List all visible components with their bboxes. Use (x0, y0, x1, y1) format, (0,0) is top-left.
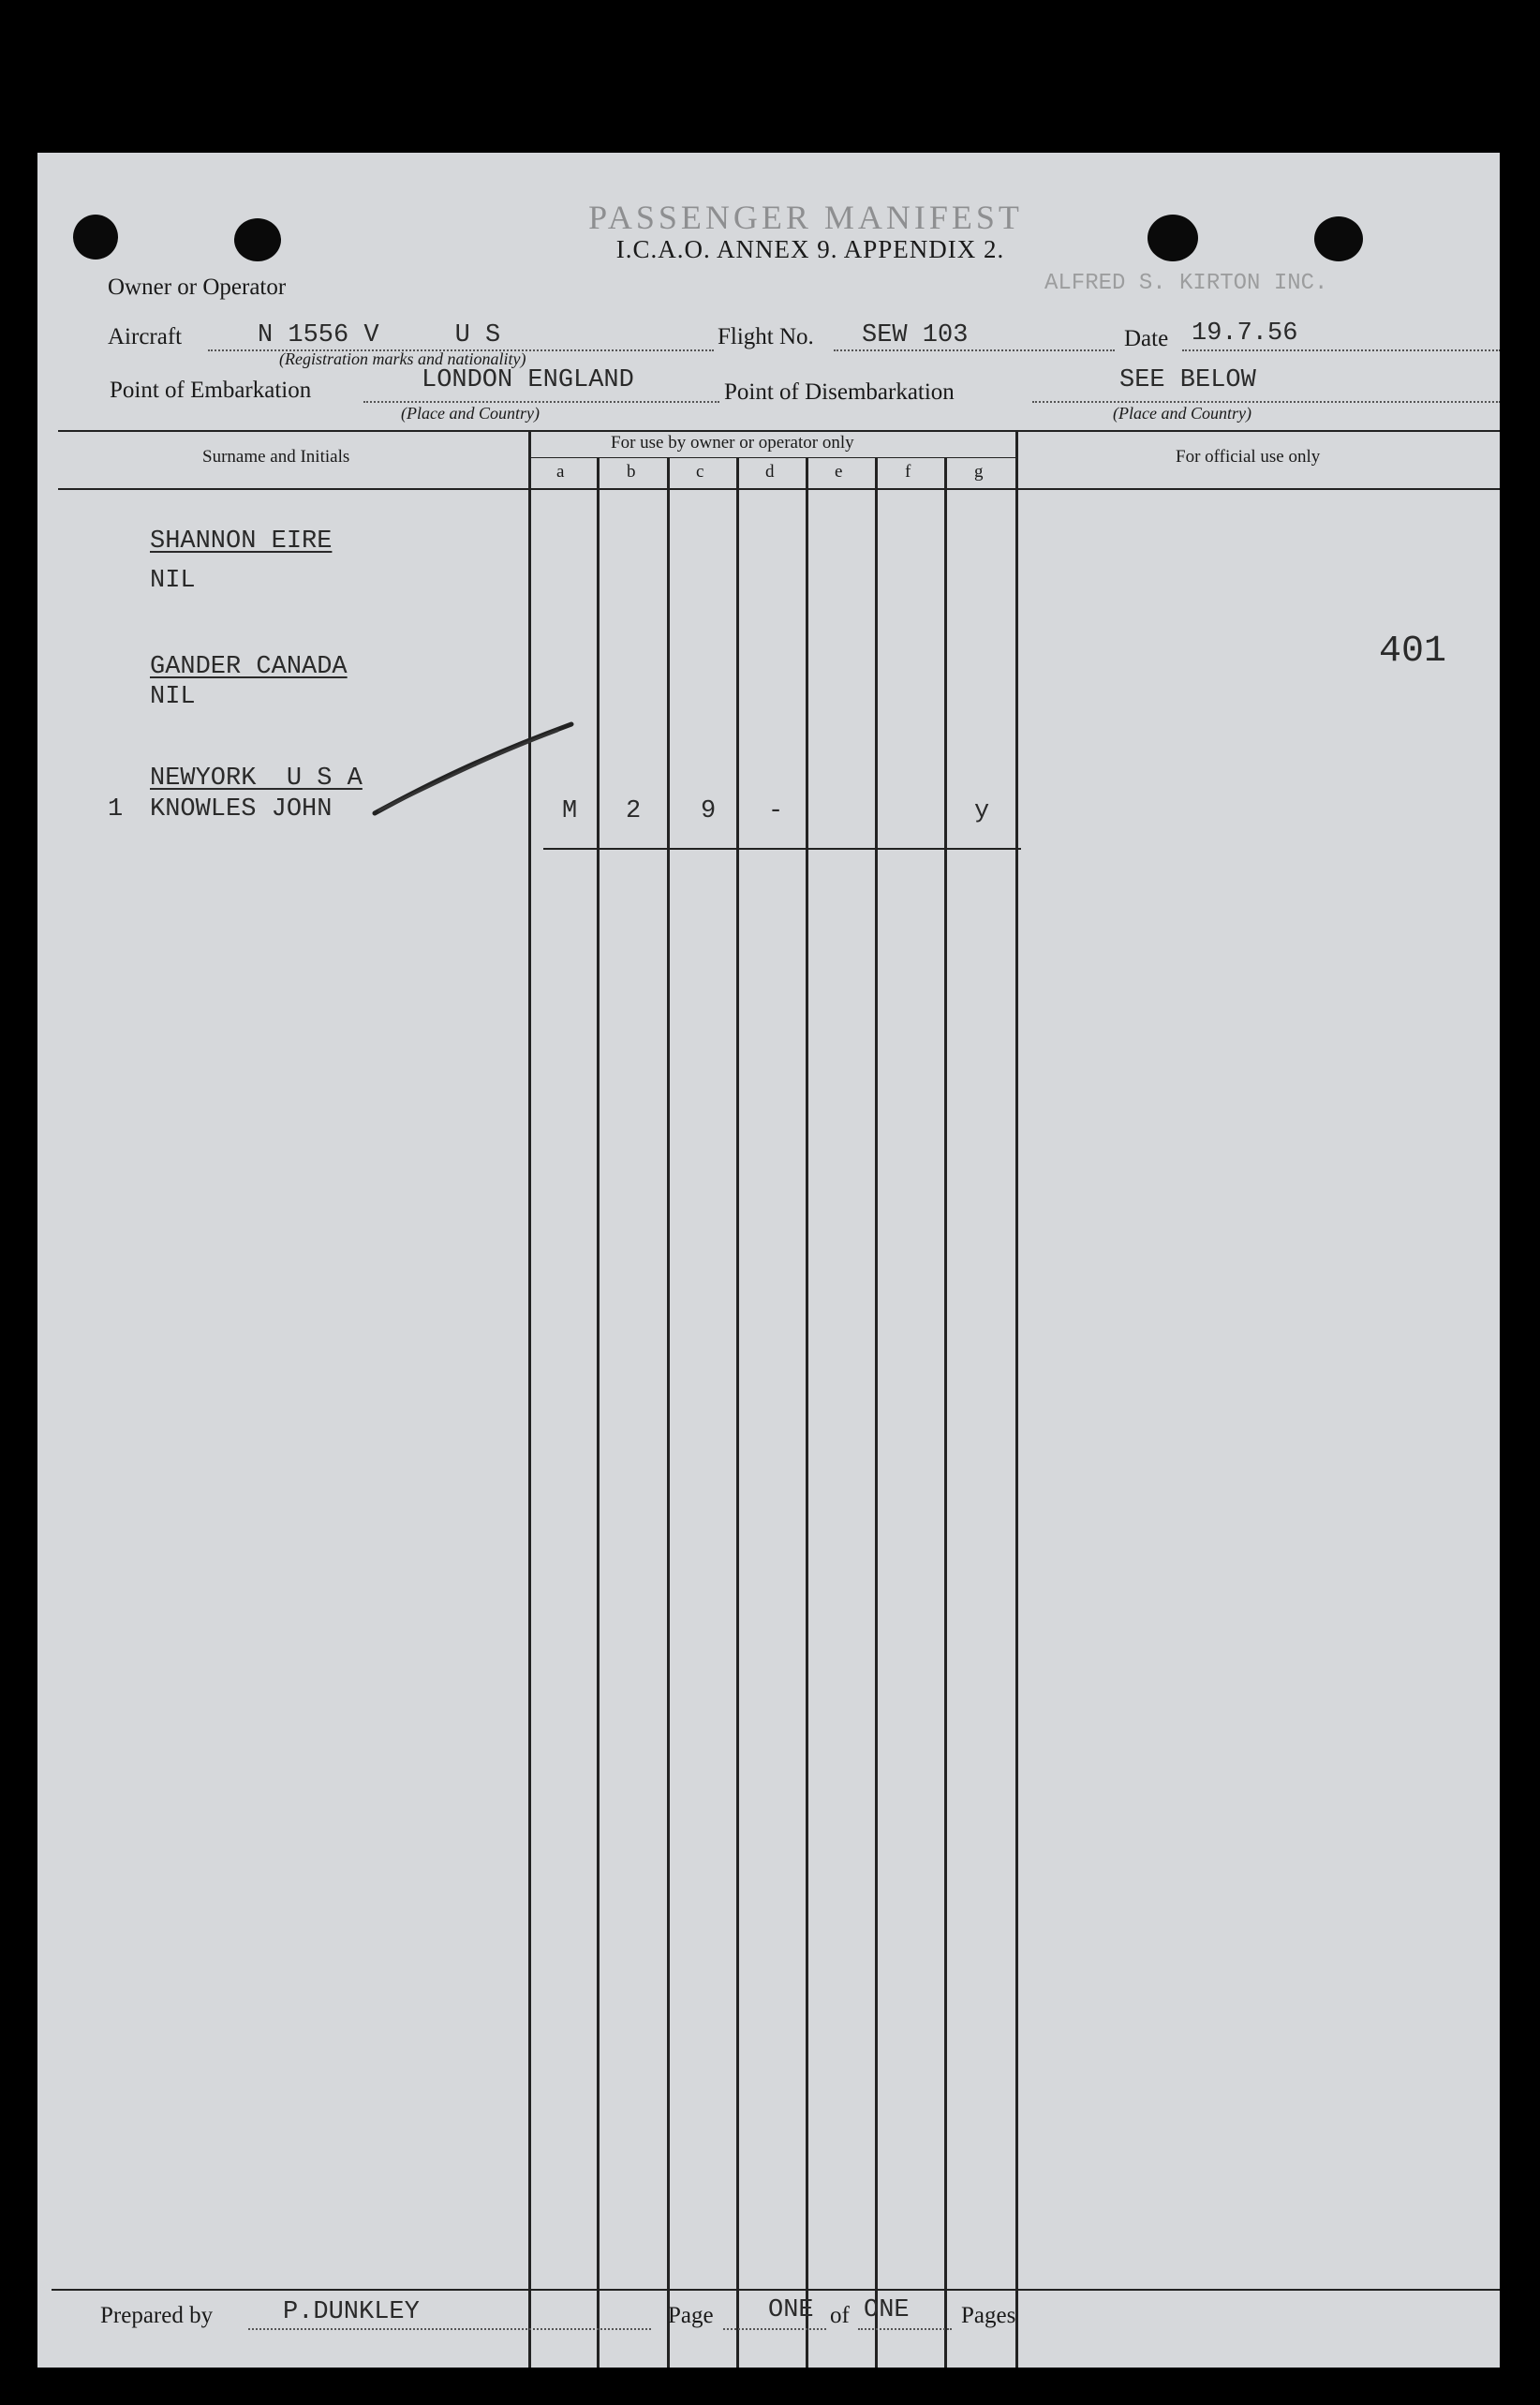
embarkation-label: Point of Embarkation (110, 378, 312, 403)
col-owner-header: For use by owner or operator only (611, 433, 854, 453)
embarkation-value: LONDON ENGLAND (422, 366, 634, 394)
table-header-rule (58, 488, 1500, 490)
gander-place: GANDER CANADA (150, 653, 348, 681)
column-rule (1015, 430, 1018, 2368)
official-note: 401 (1379, 631, 1447, 673)
row-number: 1 (108, 795, 124, 824)
date-value: 19.7.56 (1192, 319, 1298, 348)
disembarkation-note: (Place and Country) (1113, 404, 1251, 423)
punch-hole-icon (234, 218, 281, 261)
owner-value: ALFRED S. KIRTON INC. (1044, 271, 1328, 296)
of-label: of (830, 2303, 850, 2328)
disembarkation-value: SEE BELOW (1119, 366, 1256, 394)
row-val-a: M (562, 797, 578, 825)
flight-value: SEW 103 (862, 321, 969, 349)
pages-label: Pages (961, 2303, 1016, 2328)
of-value: ONE (864, 2296, 910, 2324)
punch-hole-icon (1314, 216, 1363, 261)
sub-col-g: g (974, 462, 984, 482)
gander-nil: NIL (150, 683, 196, 711)
page-title: PASSENGER MANIFEST (588, 199, 1023, 236)
page-label: Page (668, 2303, 714, 2328)
punch-hole-icon (1148, 215, 1198, 261)
col-surname-header: Surname and Initials (202, 447, 350, 467)
column-rule (597, 457, 600, 2368)
aircraft-note: (Registration marks and nationality) (279, 349, 526, 368)
sub-col-a: a (556, 462, 565, 482)
shannon-nil: NIL (150, 567, 196, 595)
date-label: Date (1124, 326, 1169, 351)
sub-col-e: e (835, 462, 843, 482)
newyork-place: NEWYORK U S A (150, 765, 363, 793)
page-value: ONE (768, 2296, 814, 2324)
col-official-header: For official use only (1176, 447, 1321, 467)
column-rule (875, 457, 878, 2368)
manifest-page (37, 153, 1500, 2368)
footer-rule (52, 2289, 1500, 2291)
column-rule (806, 457, 808, 2368)
owner-label: Owner or Operator (108, 275, 287, 300)
passenger-name: KNOWLES JOHN (150, 795, 333, 824)
sub-col-c: c (696, 462, 704, 482)
pen-stroke-icon (370, 720, 576, 823)
table-top-rule (58, 430, 1500, 432)
punch-hole-icon (73, 215, 118, 260)
row-val-c: 9 (701, 797, 717, 825)
sub-col-f: f (905, 462, 911, 482)
row-val-b: 2 (626, 797, 642, 825)
column-rule (944, 457, 947, 2368)
embarkation-note: (Place and Country) (401, 404, 540, 423)
page-subtitle: I.C.A.O. ANNEX 9. APPENDIX 2. (615, 235, 1005, 263)
sub-col-b: b (627, 462, 636, 482)
prepared-label: Prepared by (100, 2303, 214, 2328)
aircraft-value: N 1556 V U S (258, 321, 501, 349)
column-rule (667, 457, 670, 2368)
flight-label: Flight No. (718, 324, 814, 349)
prepared-value: P.DUNKLEY (283, 2298, 420, 2326)
aircraft-label: Aircraft (108, 324, 183, 349)
row-val-g: y (974, 797, 990, 825)
shannon-place: SHANNON EIRE (150, 527, 333, 556)
disembarkation-label: Point of Disembarkation (724, 379, 955, 405)
row-underline (543, 848, 1021, 850)
sub-col-d: d (765, 462, 775, 482)
row-val-d: - (768, 797, 784, 825)
column-rule (736, 457, 739, 2368)
